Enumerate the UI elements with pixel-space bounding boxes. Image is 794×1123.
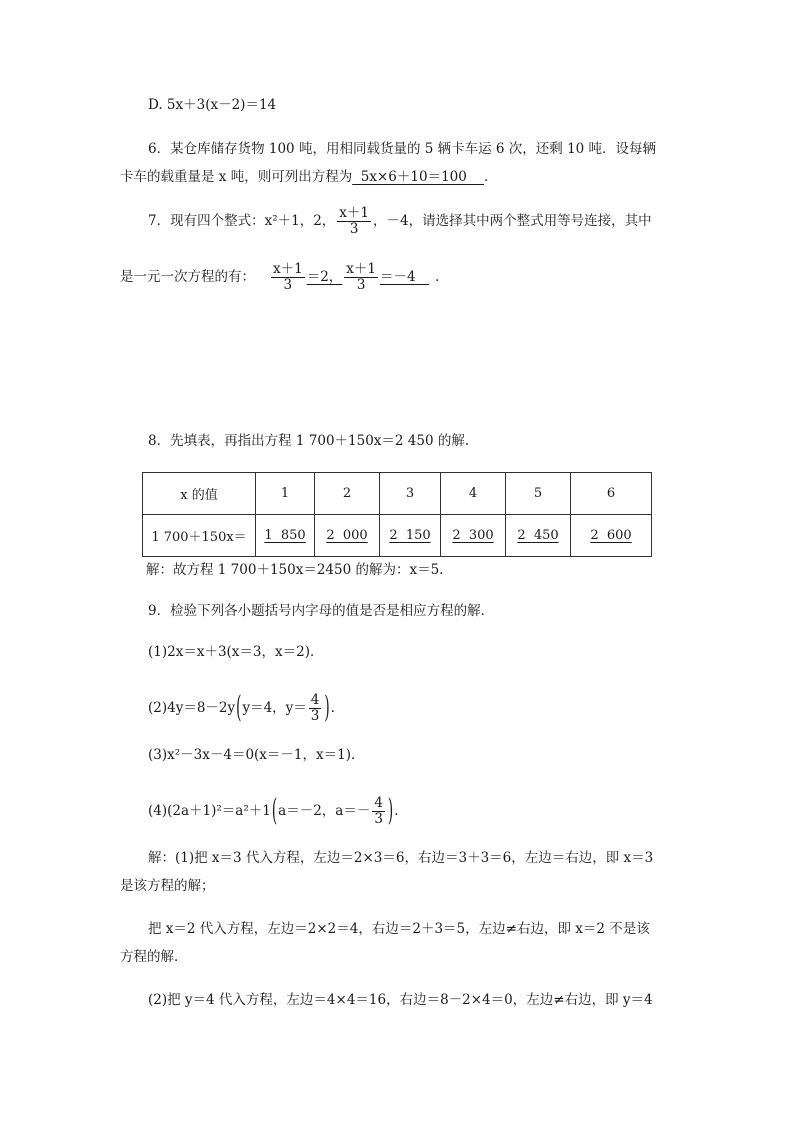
table-value-cell [315, 515, 380, 557]
q9-p4-prefix: (4)(2a＋1)²＝a²＋1 [148, 803, 271, 819]
q7-ans1-fraction [271, 262, 305, 293]
left-paren: ( [271, 793, 278, 829]
q9-p4-num: 4 [374, 795, 383, 811]
q6-line2 [120, 168, 498, 186]
table-x-cell: 4 [441, 473, 506, 515]
q9-p4-dot: . [394, 803, 399, 819]
q9-solution2-line1: 把 x＝2 代入方程，左边＝2×2＝4，右边＝2＋3＝5，左边≠右边，即 x＝2 不是该 [148, 921, 650, 937]
q7-ans2-num: x＋1 [346, 261, 376, 277]
q9-part4 [148, 793, 399, 829]
table-row-label: 1 700＋150x＝ [143, 515, 256, 557]
table-value-text: 2 600 [590, 528, 632, 543]
q6-answer: 5x×6＋10＝100 [352, 169, 484, 185]
table-x-cell: 1 [256, 473, 315, 515]
q9-p2-mid: y＝4，y＝ [242, 700, 307, 716]
q7-ans2-den: 3 [356, 277, 366, 293]
q7-ans2-fraction [344, 262, 378, 293]
q9-title: 9．检验下列各小题括号内字母的值是否是相应方程的解． [148, 603, 495, 619]
q7-frac-den: 3 [349, 221, 359, 237]
q7-ans1-num: x＋1 [273, 261, 303, 277]
table-value-text: 1 850 [264, 528, 306, 543]
table-x-cell: 5 [506, 473, 571, 515]
q7-ans1-den: 3 [283, 277, 293, 293]
table-value-cell [571, 515, 652, 557]
table-x-cell: 6 [571, 473, 652, 515]
q9-p4-mid: a＝－2，a＝－ [278, 803, 371, 819]
q9-p4-fraction [372, 796, 385, 827]
q9-solution2-line2: 方程的解． [120, 949, 188, 965]
q7-line2 [120, 262, 449, 293]
option-d: D. 5x＋3(x－2)＝14 [148, 97, 277, 113]
q8-solution: 解：故方程 1 700＋150x＝2450 的解为：x＝5. [146, 562, 444, 578]
q7-period: ． [435, 269, 449, 285]
table-header-label: x 的值 [143, 473, 256, 515]
table-value-text: 2 300 [452, 528, 494, 543]
q9-p4-den: 3 [374, 811, 383, 827]
right-paren: ) [387, 793, 394, 829]
q7-answer [255, 262, 435, 293]
q7-line1 [148, 206, 652, 237]
q7-ans2-tail: ＝－4 [380, 269, 416, 285]
left-paren: ( [236, 690, 242, 726]
q7-line2-prefix: 是一元一次方程的有： [120, 269, 255, 285]
q9-p2-prefix: (2)4y＝8－2y [148, 700, 236, 716]
table-x-cell: 3 [380, 473, 441, 515]
q7-suffix: ，－4，请选择其中两个整式用等号连接，其中 [373, 213, 652, 229]
q8-title: 8．先填表，再指出方程 1 700＋150x＝2 450 的解. [148, 433, 470, 449]
table-value-row [143, 515, 652, 557]
q7-ans1-tail: ＝2， [306, 269, 343, 285]
table-value-cell [380, 515, 441, 557]
q9-part3: (3)x²－3x－4＝0(x＝－1，x＝1)． [148, 747, 365, 763]
q9-part1: (1)2x＝x＋3(x＝3，x＝2)． [148, 644, 324, 660]
q9-p2-dot: . [330, 700, 335, 716]
q7-fraction [337, 206, 371, 237]
table-value-text: 2 450 [517, 528, 559, 543]
right-paren: ) [324, 690, 330, 726]
q9-solution1-line1: 解：(1)把 x＝3 代入方程，左边＝2×3＝6，右边＝3＋3＝6，左边＝右边，即 x＝3 [148, 850, 654, 866]
q9-solution1-line2: 是该方程的解； [120, 878, 215, 894]
q9-part2 [148, 690, 335, 726]
q6-period: ． [484, 169, 498, 185]
table-value-text: 2 150 [389, 528, 431, 543]
value-table [142, 472, 652, 557]
table-value-cell [441, 515, 506, 557]
q9-p2-fraction [309, 693, 322, 724]
q7-frac-num: x＋1 [339, 205, 369, 221]
q6-line2-prefix: 卡车的载重量是 x 吨，则可列出方程为 [120, 169, 353, 185]
table-value-cell [506, 515, 571, 557]
q9-solution3-line1: (2)把 y＝4 代入方程，左边＝4×4＝16，右边＝8－2×4＝0，左边≠右边，即 y＝4 [148, 992, 653, 1008]
table-value-text: 2 000 [326, 528, 368, 543]
q7-prefix: 7．现有四个整式：x²＋1，2， [148, 213, 336, 229]
q9-p2-den: 3 [310, 708, 320, 724]
table-header-row [143, 473, 652, 515]
table-x-cell: 2 [315, 473, 380, 515]
q9-p2-num: 4 [310, 692, 320, 708]
q6-line1: 6．某仓库储存货物 100 吨，用相同载货量的 5 辆卡车运 6 次，还剩 10 吨．设每辆 [148, 141, 657, 157]
table-value-cell [256, 515, 315, 557]
